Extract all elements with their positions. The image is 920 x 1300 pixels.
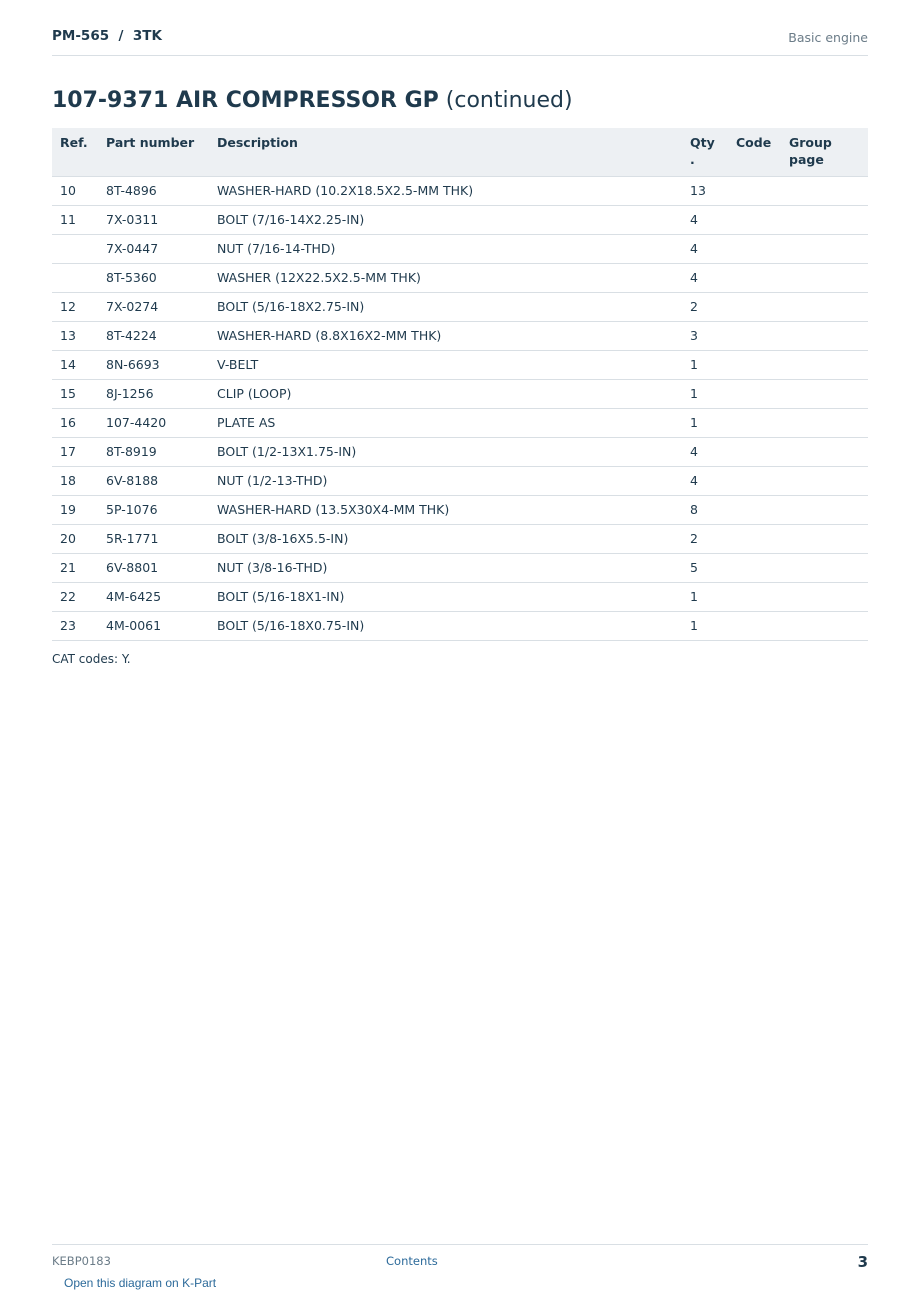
col-header-part-number: Part number [98, 128, 209, 177]
group-page-cell [781, 409, 868, 438]
group-page-cell [781, 612, 868, 641]
ref-cell: 23 [52, 612, 98, 641]
code-cell [728, 177, 781, 206]
code-cell [728, 206, 781, 235]
page-title [52, 88, 573, 113]
ref-cell: 14 [52, 351, 98, 380]
group-page-cell [781, 554, 868, 583]
group-page-cell [781, 496, 868, 525]
ref-cell: 11 [52, 206, 98, 235]
part-number-cell: 8T-4896 [98, 177, 209, 206]
col-header-qty: Qty . [682, 128, 728, 177]
table-row [52, 235, 868, 264]
code-cell [728, 351, 781, 380]
group-page-cell [781, 206, 868, 235]
qty-cell: 4 [682, 206, 728, 235]
part-number-cell: 8T-5360 [98, 264, 209, 293]
table-row [52, 293, 868, 322]
part-number-cell: 6V-8801 [98, 554, 209, 583]
description-cell: BOLT (7/16-14X2.25-IN) [209, 206, 682, 235]
col-header-code: Code [728, 128, 781, 177]
page-footer [52, 1244, 868, 1271]
col-header-ref: Ref. [52, 128, 98, 177]
part-number-cell: 8J-1256 [98, 380, 209, 409]
group-page-cell [781, 467, 868, 496]
ref-cell: 12 [52, 293, 98, 322]
parts-table [52, 128, 868, 641]
ref-cell: 21 [52, 554, 98, 583]
qty-cell: 13 [682, 177, 728, 206]
qty-cell: 1 [682, 380, 728, 409]
ref-cell: 13 [52, 322, 98, 351]
qty-cell: 5 [682, 554, 728, 583]
part-number-cell: 8T-8919 [98, 438, 209, 467]
description-cell: WASHER-HARD (10.2X18.5X2.5-MM THK) [209, 177, 682, 206]
section-label: Basic engine [788, 30, 868, 45]
table-row [52, 322, 868, 351]
description-cell: WASHER (12X22.5X2.5-MM THK) [209, 264, 682, 293]
qty-cell: 1 [682, 409, 728, 438]
code-cell [728, 496, 781, 525]
ref-cell: 20 [52, 525, 98, 554]
code-cell [728, 235, 781, 264]
description-cell: BOLT (5/16-18X0.75-IN) [209, 612, 682, 641]
page-header [52, 28, 868, 56]
description-cell: NUT (3/8-16-THD) [209, 554, 682, 583]
ref-cell: 17 [52, 438, 98, 467]
group-page-cell [781, 293, 868, 322]
document-code: KEBP0183 [52, 1254, 111, 1268]
description-cell: NUT (7/16-14-THD) [209, 235, 682, 264]
ref-cell: 19 [52, 496, 98, 525]
qty-cell: 1 [682, 583, 728, 612]
page-number: 3 [857, 1253, 868, 1271]
description-cell: PLATE AS [209, 409, 682, 438]
qty-cell: 4 [682, 264, 728, 293]
description-cell: CLIP (LOOP) [209, 380, 682, 409]
ref-cell: 16 [52, 409, 98, 438]
qty-cell: 4 [682, 438, 728, 467]
code-cell [728, 438, 781, 467]
description-cell: BOLT (5/16-18X2.75-IN) [209, 293, 682, 322]
code-cell [728, 322, 781, 351]
table-row [52, 264, 868, 293]
code-cell [728, 293, 781, 322]
model-label: PM-565 / 3TK [52, 28, 162, 44]
code-cell [728, 583, 781, 612]
ref-cell [52, 235, 98, 264]
table-header-row [52, 128, 868, 177]
contents-link[interactable]: Contents [386, 1254, 438, 1268]
col-header-description: Description [209, 128, 682, 177]
ref-cell [52, 264, 98, 293]
group-page-cell [781, 525, 868, 554]
qty-cell: 4 [682, 235, 728, 264]
group-page-cell [781, 380, 868, 409]
table-row [52, 206, 868, 235]
qty-cell: 1 [682, 612, 728, 641]
qty-cell: 1 [682, 351, 728, 380]
description-cell: WASHER-HARD (8.8X16X2-MM THK) [209, 322, 682, 351]
description-cell: V-BELT [209, 351, 682, 380]
qty-cell: 3 [682, 322, 728, 351]
part-number-cell: 4M-6425 [98, 583, 209, 612]
table-row [52, 583, 868, 612]
ref-cell: 10 [52, 177, 98, 206]
code-cell [728, 612, 781, 641]
part-number-cell: 6V-8188 [98, 467, 209, 496]
code-cell [728, 554, 781, 583]
table-row [52, 525, 868, 554]
ref-cell: 22 [52, 583, 98, 612]
ref-cell: 15 [52, 380, 98, 409]
qty-cell: 8 [682, 496, 728, 525]
part-number-cell: 107-4420 [98, 409, 209, 438]
table-row [52, 380, 868, 409]
group-page-cell [781, 177, 868, 206]
table-row [52, 467, 868, 496]
part-number-cell: 8N-6693 [98, 351, 209, 380]
group-page-cell [781, 351, 868, 380]
open-diagram-link[interactable]: Open this diagram on K-Part [64, 1276, 217, 1290]
qty-cell: 2 [682, 525, 728, 554]
part-number-cell: 4M-0061 [98, 612, 209, 641]
description-cell: BOLT (3/8-16X5.5-IN) [209, 525, 682, 554]
part-number-cell: 7X-0447 [98, 235, 209, 264]
group-page-cell [781, 438, 868, 467]
part-number-cell: 7X-0274 [98, 293, 209, 322]
part-number-cell: 8T-4224 [98, 322, 209, 351]
group-page-cell [781, 322, 868, 351]
group-page-cell [781, 235, 868, 264]
part-number-cell: 5P-1076 [98, 496, 209, 525]
code-cell [728, 409, 781, 438]
description-cell: BOLT (5/16-18X1-IN) [209, 583, 682, 612]
qty-cell: 4 [682, 467, 728, 496]
code-cell [728, 380, 781, 409]
table-row [52, 351, 868, 380]
part-number-cell: 7X-0311 [98, 206, 209, 235]
code-cell [728, 467, 781, 496]
description-cell: NUT (1/2-13-THD) [209, 467, 682, 496]
description-cell: BOLT (1/2-13X1.75-IN) [209, 438, 682, 467]
code-cell [728, 264, 781, 293]
assembly-title: 107-9371 AIR COMPRESSOR GP [52, 88, 439, 113]
table-row [52, 177, 868, 206]
qty-cell: 2 [682, 293, 728, 322]
ref-cell: 18 [52, 467, 98, 496]
continued-label: (continued) [445, 88, 573, 113]
table-row [52, 409, 868, 438]
col-header-group-page: Group page [781, 128, 868, 177]
description-cell: WASHER-HARD (13.5X30X4-MM THK) [209, 496, 682, 525]
part-number-cell: 5R-1771 [98, 525, 209, 554]
table-row [52, 612, 868, 641]
group-page-cell [781, 583, 868, 612]
table-row [52, 554, 868, 583]
group-page-cell [781, 264, 868, 293]
code-cell [728, 525, 781, 554]
table-row [52, 496, 868, 525]
table-row [52, 438, 868, 467]
cat-codes-note: CAT codes: Y. [52, 652, 131, 666]
